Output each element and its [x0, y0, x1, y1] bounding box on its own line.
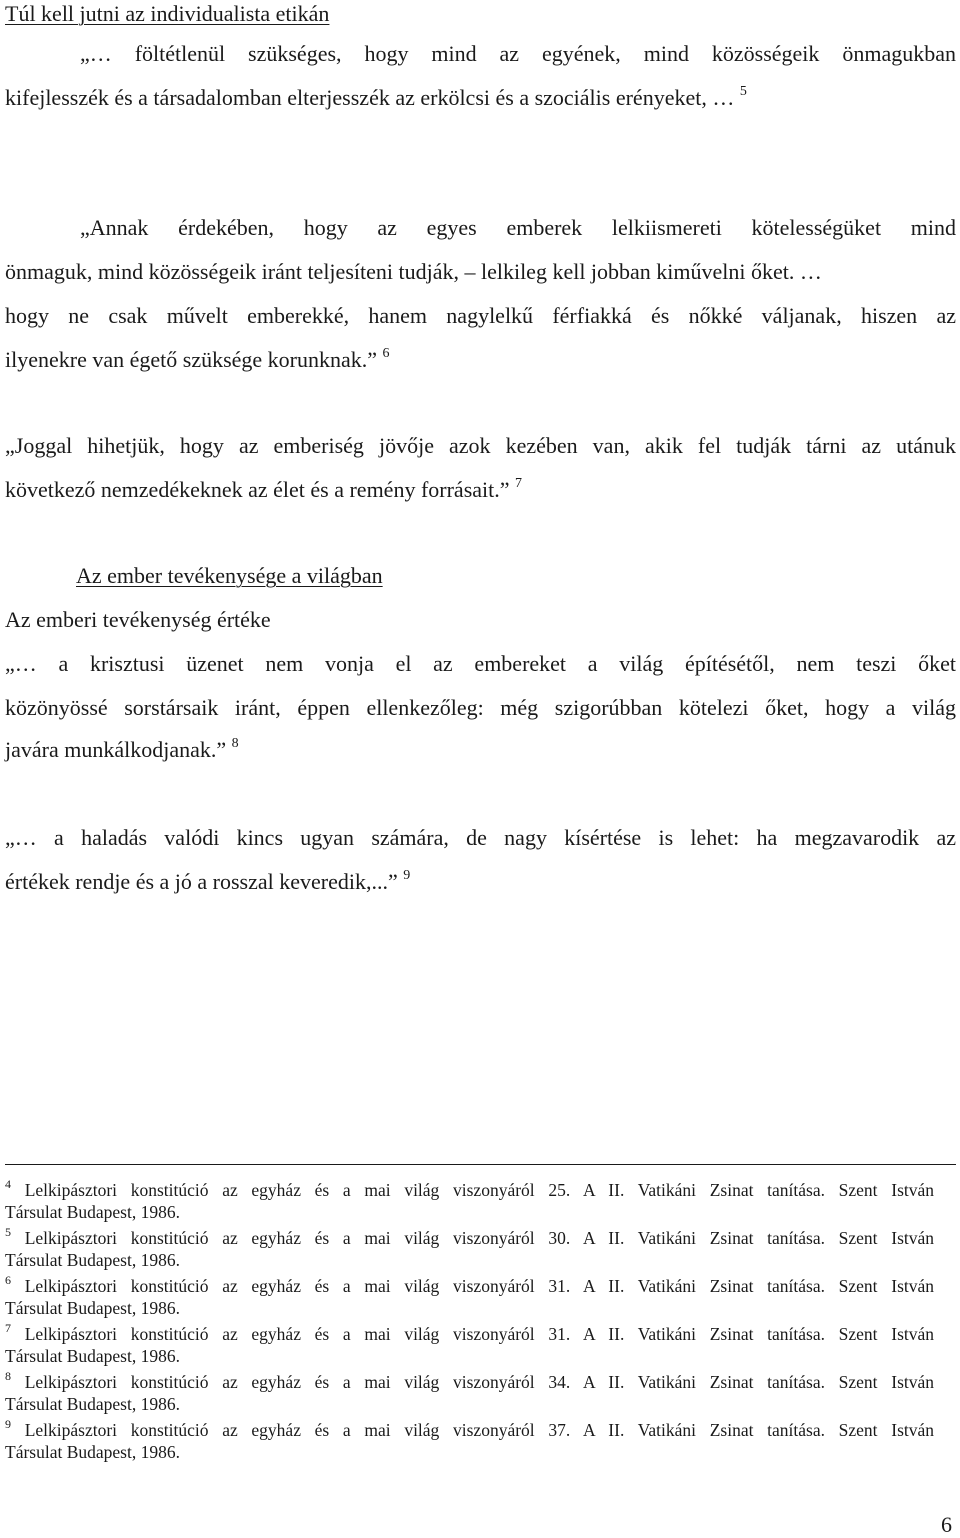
heading: Túl kell jutni az individualista etikán — [5, 1, 330, 26]
quote5-line2: értékek rendje és a jó a rosszal keveredik,...” $^9$ — [5, 868, 411, 894]
footnote-7-line2: Társulat Budapest, 1986. — [5, 1346, 180, 1366]
footnote-6-line1: $^6$ Lelkipásztori konstitúció az egyház és a mai világ viszonyáról 31. A II. Vatikáni Zsinat tanítása. Szent István — [5, 1275, 934, 1296]
section-title: Az ember tevékenysége a világban — [76, 563, 383, 588]
quote3-line2: következő nemzedékeknek az élet és a remény forrásait.” $^7$ — [5, 476, 523, 502]
footnote-ref-7: 7 — [515, 476, 523, 491]
quote2-line2: önmaguk, mind közösségeik iránt teljesíteni tudják, – lelkileg kell jobban kiművelni őket. … — [5, 259, 822, 284]
footnote-number: 4 — [5, 1179, 11, 1191]
footnote-ref-9: 9 — [403, 868, 411, 883]
footnote-ref-8: 8 — [231, 736, 239, 751]
quote2-line1: „Annak érdekében, hogy az egyes emberek lelkiismereti kötelességüket mind — [80, 215, 956, 240]
footnote-ref-6: 6 — [382, 346, 390, 361]
footnote-6-line2: Társulat Budapest, 1986. — [5, 1298, 180, 1318]
page-number: 6 — [941, 1512, 952, 1537]
footnote-5-line1: $^5$ Lelkipásztori konstitúció az egyház és a mai világ viszonyáról 30. A II. Vatikáni Zsinat tanítása. Szent István — [5, 1227, 934, 1248]
footnote-8-line2: Társulat Budapest, 1986. — [5, 1394, 180, 1414]
footnote-number: 9 — [5, 1419, 11, 1431]
quote4-line3: javára munkálkodjanak.” $^8$ — [5, 736, 239, 762]
quote3-line1: „Joggal hihetjük, hogy az emberiség jövője azok kezében van, akik fel tudják tárni az utánuk — [5, 433, 956, 458]
subsection-title: Az emberi tevékenység értéke — [5, 607, 271, 632]
footnote-separator — [5, 1164, 956, 1165]
footnote-9-line1: $^9$ Lelkipásztori konstitúció az egyház és a mai világ viszonyáról 37. A II. Vatikáni Zsinat tanítása. Szent István — [5, 1419, 934, 1440]
footnote-number: 8 — [5, 1371, 11, 1383]
quote5-line1: „… a haladás valódi kincs ugyan számára, de nagy kísértése is lehet: ha megzavarodik az — [5, 825, 956, 850]
footnote-number: 7 — [5, 1323, 11, 1335]
quote4-line1: „… a krisztusi üzenet nem vonja el az embereket a világ építésétől, nem teszi őket — [5, 651, 956, 676]
footnote-number: 6 — [5, 1275, 11, 1287]
footnote-9-line2: Társulat Budapest, 1986. — [5, 1442, 180, 1462]
footnote-5-line2: Társulat Budapest, 1986. — [5, 1250, 180, 1270]
footnote-8-line1: $^8$ Lelkipásztori konstitúció az egyház és a mai világ viszonyáról 34. A II. Vatikáni Zsinat tanítása. Szent István — [5, 1371, 934, 1392]
quote1-line2: kifejlesszék és a társadalomban elterjesszék az erkölcsi és a szociális erényeket, … $^5$ — [5, 84, 747, 110]
footnote-4-line1: $^4$ Lelkipásztori konstitúció az egyház és a mai világ viszonyáról 25. A II. Vatikáni Zsinat tanítása. Szent István — [5, 1179, 934, 1200]
quote2-line3: hogy ne csak művelt emberekké, hanem nagylelkű férfiakká és nőkké váljanak, hiszen az — [5, 303, 956, 328]
footnote-7-line1: $^7$ Lelkipásztori konstitúció az egyház és a mai világ viszonyáról 31. A II. Vatikáni Zsinat tanítása. Szent István — [5, 1323, 934, 1344]
quote4-line2: közönyössé sorstársaik iránt, éppen ellenkezőleg: még szigorúbban kötelezi őket, hogy a világ — [5, 695, 956, 720]
quote1-line1: „… föltétlenül szükséges, hogy mind az egyének, mind közösségeik önmagukban — [80, 41, 956, 66]
quote2-line4: ilyenekre van égető szüksége korunknak.” $^6$ — [5, 346, 390, 372]
footnote-4-line2: Társulat Budapest, 1986. — [5, 1202, 180, 1222]
footnote-ref-5: 5 — [739, 84, 747, 99]
footnote-number: 5 — [5, 1227, 11, 1239]
